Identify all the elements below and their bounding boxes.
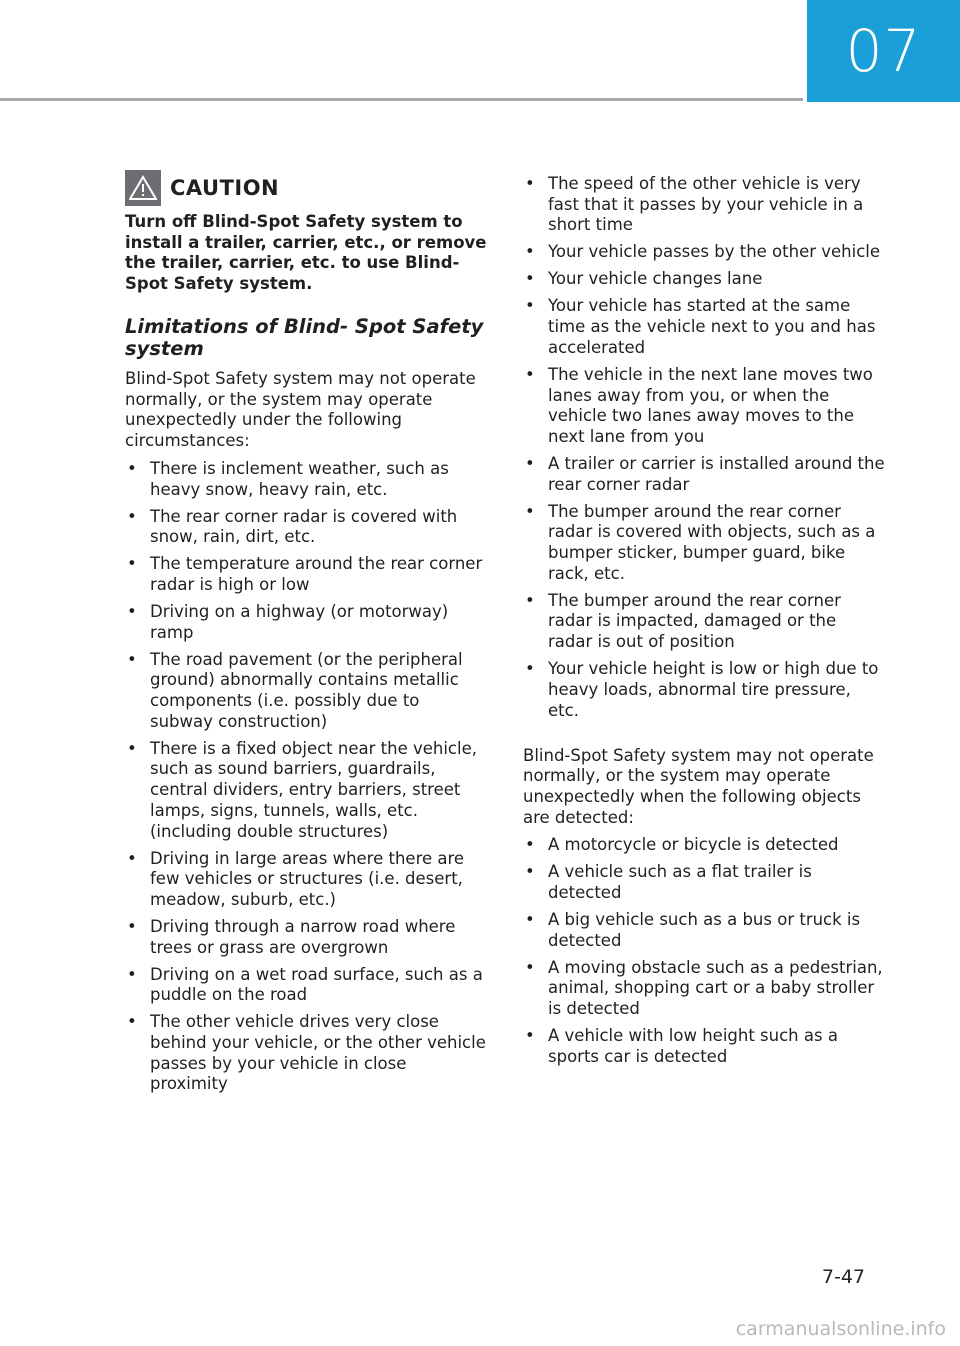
- left-column: [125, 170, 487, 1101]
- list-item: • The other vehicle drives very close behind your vehicle, or the other vehicle passes by your vehicle in close proximity: [127, 1012, 486, 1094]
- list-item: • The bumper around the rear corner radar is impacted, damaged or the radar is out of position: [525, 590, 841, 652]
- objects-bullet-list: [523, 835, 885, 1067]
- caution-title: CAUTION: [170, 176, 280, 200]
- list-item: • Driving on a highway (or motorway) ramp: [127, 601, 449, 642]
- warning-triangle-icon: [125, 170, 161, 206]
- spacer: [523, 728, 885, 746]
- list-item: • A trailer or carrier is installed around the rear corner radar: [525, 453, 885, 494]
- list-item: • Your vehicle changes lane: [525, 269, 763, 289]
- list-item: • A motorcycle or bicycle is detected: [525, 835, 839, 855]
- list-item: • Your vehicle height is low or high due to heavy loads, abnormal tire pressure, etc.: [525, 659, 879, 720]
- list-item: • The vehicle in the next lane moves two lanes away from you, or when the vehicle two lanes away moves to the next lane from you: [525, 364, 873, 446]
- right-column: [523, 174, 885, 1074]
- section-intro: Blind-Spot Safety system may not operate normally, or the system may operate unexpectedly under the following circumstances:: [125, 369, 476, 451]
- list-item: • Driving on a wet road surface, such as a puddle on the road: [127, 964, 483, 1005]
- list-item: • Your vehicle has started at the same time as the vehicle next to you and has accelerated: [525, 296, 876, 357]
- caution-body: Turn off Blind-Spot Safety system to install a trailer, carrier, etc., or remove the trailer, carrier, etc. to use Blind-Spot Safety system.: [125, 212, 487, 293]
- list-item: • The bumper around the rear corner radar is covered with objects, such as a bumper sticker, bumper guard, bike rack, etc.: [525, 501, 876, 583]
- right-bullet-list: [523, 174, 885, 721]
- list-item: • A big vehicle such as a bus or truck is detected: [525, 910, 861, 950]
- list-item: • There is inclement weather, such as heavy snow, heavy rain, etc.: [127, 458, 449, 499]
- left-bullet-list: [125, 459, 487, 1095]
- chapter-tab: [807, 0, 960, 102]
- list-item: • Driving through a narrow road where trees or grass are overgrown: [127, 916, 456, 957]
- list-item: • A moving obstacle such as a pedestrian, animal, shopping cart or a baby stroller is detected: [525, 957, 883, 1019]
- list-item: • The speed of the other vehicle is very fast that it passes by your vehicle in a short time: [525, 174, 864, 235]
- chapter-number: 07: [845, 17, 922, 85]
- list-item: • Driving in large areas where there are few vehicles or structures (i.e. desert, meadow, suburb, etc.): [127, 848, 465, 909]
- list-item: • Your vehicle passes by the other vehicle: [525, 242, 881, 262]
- list-item: • A vehicle such as a flat trailer is detected: [525, 862, 812, 903]
- section-title: Limitations of Blind- Spot Safety system: [125, 315, 484, 360]
- caution-header: [125, 170, 487, 206]
- header-rule: [0, 98, 803, 101]
- page-number: 7-47: [821, 1266, 865, 1288]
- list-item: • The rear corner radar is covered with snow, rain, dirt, etc.: [127, 506, 458, 547]
- list-item: • There is a fixed object near the vehicle, such as sound barriers, guardrails, central dividers, entry barriers, street lamps, signs, tunnels, walls, etc. (including double structures): [127, 738, 477, 841]
- list-item: • The temperature around the rear corner radar is high or low: [127, 554, 483, 594]
- objects-intro: Blind-Spot Safety system may not operate normally, or the system may operate unexpectedly when the following objects are detected:: [523, 745, 874, 827]
- watermark: carmanualsonline.info: [735, 1318, 946, 1340]
- list-item: • A vehicle with low height such as a sports car is detected: [525, 1026, 838, 1066]
- list-item: • The road pavement (or the peripheral ground) abnormally contains metallic components (i.e. possibly due to subway construction): [127, 649, 463, 731]
